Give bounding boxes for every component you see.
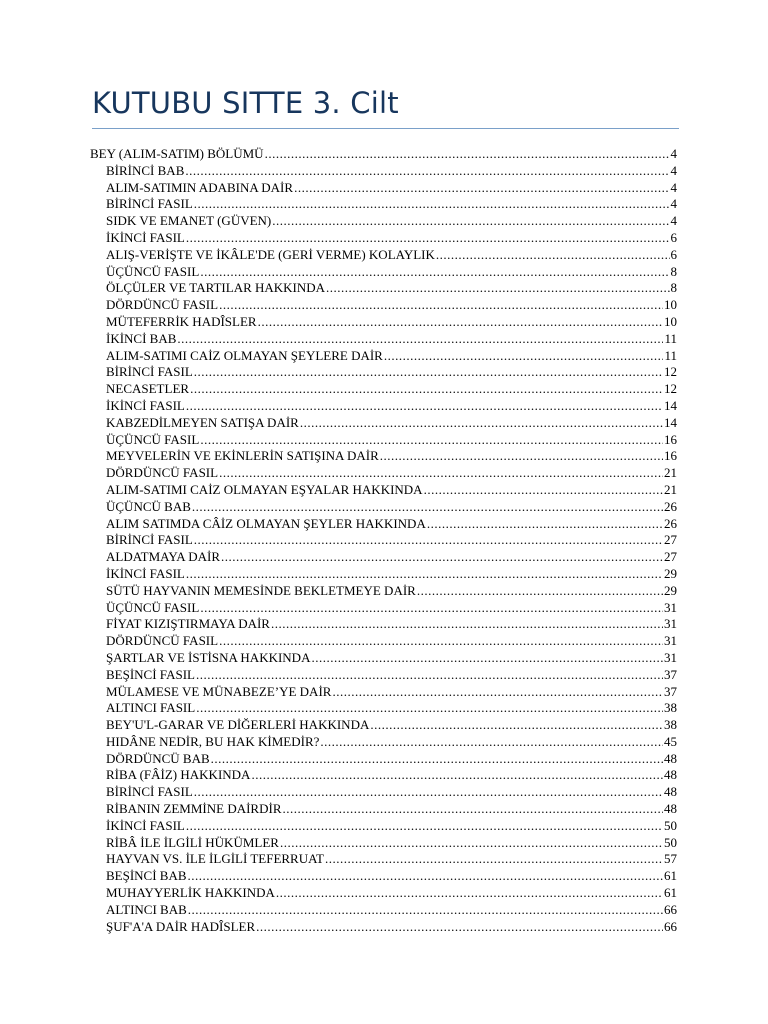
document-title: KUTUBU SITTE 3. Cilt	[92, 86, 399, 120]
toc-entry[interactable]	[90, 415, 677, 432]
toc-dot-leader	[272, 213, 669, 230]
toc-entry-title: İKİNCİ FASIL	[106, 397, 185, 413]
table-of-contents	[90, 146, 677, 935]
toc-entry[interactable]	[90, 885, 677, 902]
toc-dot-leader	[188, 902, 663, 919]
toc-entry-page-number: 11	[664, 330, 677, 346]
toc-dot-leader	[185, 163, 669, 180]
toc-dot-leader	[276, 885, 663, 902]
toc-dot-leader	[219, 297, 663, 314]
toc-entry-title: MEYVELERİN VE EKİNLERİN SATIŞINA DAİR	[106, 448, 379, 464]
toc-entry-title: HIDÂNE NEDİR, BU HAK KİMEDİR?	[106, 733, 320, 749]
toc-entry-title: BİRİNCİ BAB	[106, 162, 185, 178]
toc-entry-page-number: 48	[664, 801, 677, 817]
toc-entry[interactable]	[90, 180, 677, 197]
toc-entry-title: RİBA (FÂİZ) HAKKINDA	[106, 767, 251, 783]
toc-entry-title: DÖRDÜNCÜ BAB	[106, 750, 210, 766]
toc-entry-title: FİYAT KIZIŞTIRMAYA DAİR	[106, 616, 270, 632]
toc-entry[interactable]	[90, 801, 677, 818]
toc-dot-leader	[192, 499, 663, 516]
toc-entry-title: SÜTÜ HAYVANIN MEMESİNDE BEKLETMEYE DAİR	[106, 582, 416, 598]
toc-entry-page-number: 66	[664, 918, 677, 934]
toc-entry-page-number: 66	[664, 901, 677, 917]
toc-entry-page-number: 26	[664, 515, 677, 531]
toc-entry[interactable]	[90, 331, 677, 348]
toc-entry-page-number: 48	[664, 750, 677, 766]
toc-dot-leader	[384, 348, 664, 365]
toc-dot-leader	[436, 247, 670, 264]
toc-entry[interactable]	[90, 364, 677, 381]
toc-dot-leader	[280, 835, 663, 852]
toc-entry-page-number: 48	[664, 784, 677, 800]
toc-entry-title: BEY'U'L-GARAR VE DİĞERLERİ HAKKINDA	[106, 717, 370, 733]
toc-entry[interactable]	[90, 213, 677, 230]
toc-entry-title: SIDK VE EMANET (GÜVEN)	[106, 213, 272, 229]
toc-entry[interactable]	[90, 499, 677, 516]
toc-entry-page-number: 4	[670, 162, 677, 178]
toc-dot-leader	[177, 331, 663, 348]
toc-entry-title: İKİNCİ BAB	[106, 330, 177, 346]
toc-entry-page-number: 61	[664, 868, 677, 884]
toc-entry[interactable]	[90, 381, 677, 398]
toc-entry-page-number: 61	[664, 885, 677, 901]
toc-dot-leader	[190, 381, 663, 398]
toc-entry-title: DÖRDÜNCÜ FASIL	[106, 633, 219, 649]
toc-entry[interactable]	[90, 667, 677, 684]
toc-entry-title: BİRİNCİ FASIL	[106, 196, 193, 212]
toc-entry-title: ŞUF'A'A DAİR HADÎSLER	[106, 918, 256, 934]
toc-entry-page-number: 16	[664, 448, 677, 464]
toc-entry[interactable]	[90, 600, 677, 617]
toc-entry-page-number: 37	[664, 683, 677, 699]
toc-entry-title: MUHAYYERLİK HAKKINDA	[106, 885, 275, 901]
toc-entry-page-number: 21	[664, 465, 677, 481]
toc-entry[interactable]	[90, 784, 677, 801]
toc-entry-title: MÜTEFERRİK HADÎSLER	[106, 313, 257, 329]
toc-dot-leader	[196, 667, 663, 684]
toc-dot-leader	[300, 415, 663, 432]
toc-dot-leader	[196, 700, 663, 717]
toc-entry-title: DÖRDÜNCÜ FASIL	[106, 297, 219, 313]
toc-entry-page-number: 21	[664, 481, 677, 497]
toc-entry[interactable]	[90, 717, 677, 734]
toc-entry-page-number: 27	[664, 532, 677, 548]
toc-entry[interactable]	[90, 146, 677, 163]
toc-entry[interactable]	[90, 532, 677, 549]
toc-entry[interactable]	[90, 616, 677, 633]
toc-dot-leader	[417, 583, 663, 600]
toc-dot-leader	[265, 146, 670, 163]
toc-entry-page-number: 11	[664, 347, 677, 363]
toc-entry-title: ALIM-SATIMIN ADABINA DAİR	[106, 179, 294, 195]
toc-entry[interactable]	[90, 448, 677, 465]
toc-dot-leader	[424, 482, 663, 499]
toc-entry-page-number: 45	[664, 733, 677, 749]
toc-entry[interactable]	[90, 919, 677, 936]
toc-entry-page-number: 48	[664, 767, 677, 783]
toc-dot-leader	[326, 280, 669, 297]
toc-dot-leader	[219, 465, 663, 482]
toc-entry-title: İKİNCİ FASIL	[106, 565, 185, 581]
toc-entry-title: BİRİNCİ FASIL	[106, 784, 193, 800]
toc-dot-leader	[258, 314, 663, 331]
toc-entry[interactable]	[90, 851, 677, 868]
toc-entry-page-number: 10	[664, 297, 677, 313]
toc-dot-leader	[332, 684, 663, 701]
toc-entry-page-number: 4	[670, 179, 677, 195]
toc-entry[interactable]	[90, 297, 677, 314]
toc-entry[interactable]	[90, 734, 677, 751]
toc-entry-title: BİRİNCİ FASIL	[106, 364, 193, 380]
toc-dot-leader	[320, 734, 663, 751]
toc-entry-title: ALTINCI BAB	[106, 901, 187, 917]
toc-dot-leader	[194, 784, 663, 801]
toc-entry-page-number: 8	[670, 280, 677, 296]
toc-entry-page-number: 31	[664, 616, 677, 632]
toc-entry[interactable]	[90, 902, 677, 919]
toc-entry-page-number: 8	[670, 263, 677, 279]
toc-entry-page-number: 26	[664, 498, 677, 514]
toc-entry[interactable]	[90, 264, 677, 281]
toc-entry-page-number: 4	[670, 146, 677, 161]
toc-entry[interactable]	[90, 633, 677, 650]
toc-entry-page-number: 27	[664, 549, 677, 565]
toc-entry[interactable]	[90, 583, 677, 600]
toc-entry[interactable]	[90, 432, 677, 449]
toc-entry-page-number: 12	[664, 381, 677, 397]
toc-entry-page-number: 14	[664, 397, 677, 413]
toc-dot-leader	[283, 801, 664, 818]
toc-dot-leader	[221, 549, 663, 566]
toc-dot-leader	[427, 516, 663, 533]
toc-entry-title: BEŞİNCİ BAB	[106, 868, 187, 884]
toc-entry[interactable]	[90, 230, 677, 247]
toc-dot-leader	[188, 868, 663, 885]
toc-entry-title: ŞARTLAR VE İSTİSNA HAKKINDA	[106, 649, 311, 665]
toc-entry-title: İKİNCİ FASIL	[106, 229, 185, 245]
toc-entry-page-number: 50	[664, 817, 677, 833]
toc-entry-title: NECASETLER	[106, 381, 190, 397]
toc-entry-page-number: 38	[664, 700, 677, 716]
toc-entry-title: ALTINCI FASIL	[106, 700, 196, 716]
toc-entry-title: BEŞİNCİ FASIL	[106, 666, 195, 682]
toc-entry-title: BİRİNCİ FASIL	[106, 532, 193, 548]
toc-entry-title: MÜLAMESE VE MÜNABEZE’YE DAİR	[106, 683, 332, 699]
toc-dot-leader	[325, 851, 663, 868]
toc-entry-page-number: 29	[664, 582, 677, 598]
toc-entry[interactable]	[90, 196, 677, 213]
toc-entry-page-number: 12	[664, 364, 677, 380]
toc-entry-title: RİBANIN ZEMMİNE DAİRDİR	[106, 801, 282, 817]
toc-dot-leader	[294, 180, 669, 197]
toc-entry[interactable]	[90, 280, 677, 297]
toc-entry-title: ÜÇÜNCÜ BAB	[106, 498, 191, 514]
toc-dot-leader	[370, 717, 663, 734]
toc-dot-leader	[200, 600, 663, 617]
toc-entry-title: İKİNCİ FASIL	[106, 817, 185, 833]
toc-dot-leader	[200, 264, 669, 281]
toc-entry-title: ALDATMAYA DAİR	[106, 549, 221, 565]
toc-entry-title: DÖRDÜNCÜ FASIL	[106, 465, 219, 481]
toc-dot-leader	[251, 767, 663, 784]
toc-entry[interactable]	[90, 247, 677, 264]
toc-entry-page-number: 6	[670, 246, 677, 262]
title-underline	[92, 128, 679, 129]
toc-entry[interactable]	[90, 751, 677, 768]
toc-dot-leader	[219, 633, 663, 650]
toc-dot-leader	[256, 919, 663, 936]
toc-dot-leader	[186, 818, 663, 835]
toc-entry[interactable]	[90, 465, 677, 482]
toc-entry[interactable]	[90, 398, 677, 415]
toc-dot-leader	[380, 448, 663, 465]
toc-entry-page-number: 38	[664, 717, 677, 733]
toc-entry-page-number: 6	[670, 229, 677, 245]
toc-entry[interactable]	[90, 516, 677, 533]
toc-dot-leader	[194, 532, 663, 549]
toc-entry[interactable]	[90, 684, 677, 701]
toc-entry[interactable]	[90, 818, 677, 835]
toc-entry-page-number: 37	[664, 666, 677, 682]
toc-entry[interactable]	[90, 348, 677, 365]
toc-entry-title: ÜÇÜNCÜ FASIL	[106, 263, 200, 279]
toc-entry[interactable]	[90, 767, 677, 784]
toc-entry-title: ALIM-SATIMI CAİZ OLMAYAN ŞEYLERE DAİR	[106, 347, 383, 363]
toc-entry-title: ÜÇÜNCÜ FASIL	[106, 431, 200, 447]
toc-entry-title: BEY (ALIM-SATIM) BÖLÜMÜ	[90, 146, 264, 161]
toc-entry[interactable]	[90, 314, 677, 331]
toc-dot-leader	[186, 230, 670, 247]
toc-entry-page-number: 4	[670, 196, 677, 212]
toc-entry-page-number: 16	[664, 431, 677, 447]
toc-entry[interactable]	[90, 835, 677, 852]
toc-entry-page-number: 57	[664, 851, 677, 867]
toc-dot-leader	[186, 398, 663, 415]
toc-entry-title: KABZEDİLMEYEN SATIŞA DAİR	[106, 414, 299, 430]
toc-dot-leader	[200, 432, 663, 449]
toc-entry-page-number: 14	[664, 414, 677, 430]
toc-entry-page-number: 29	[664, 565, 677, 581]
toc-entry[interactable]	[90, 482, 677, 499]
toc-entry[interactable]	[90, 163, 677, 180]
toc-entry-page-number: 31	[664, 599, 677, 615]
toc-entry-page-number: 31	[664, 649, 677, 665]
toc-entry[interactable]	[90, 868, 677, 885]
toc-entry-title: ÖLÇÜLER VE TARTILAR HAKKINDA	[106, 280, 326, 296]
toc-entry-page-number: 10	[664, 313, 677, 329]
toc-entry[interactable]	[90, 566, 677, 583]
toc-dot-leader	[194, 364, 663, 381]
toc-entry-title: ÜÇÜNCÜ FASIL	[106, 599, 200, 615]
toc-dot-leader	[211, 751, 663, 768]
toc-entry-page-number: 50	[664, 834, 677, 850]
toc-dot-leader	[194, 196, 670, 213]
toc-dot-leader	[311, 650, 663, 667]
toc-entry-title: ALIŞ-VERİŞTE VE İKÂLE'DE (GERİ VERME) KOLAYLIK	[106, 246, 435, 262]
toc-dot-leader	[186, 566, 663, 583]
toc-entry[interactable]	[90, 700, 677, 717]
toc-entry-title: ALIM-SATIMI CAİZ OLMAYAN EŞYALAR HAKKINDA	[106, 481, 423, 497]
toc-entry[interactable]	[90, 650, 677, 667]
toc-entry-title: RİBÂ İLE İLGİLİ HÜKÜMLER	[106, 834, 279, 850]
toc-entry[interactable]	[90, 549, 677, 566]
toc-entry-title: ALIM SATIMDA CÂİZ OLMAYAN ŞEYLER HAKKINDA	[106, 515, 426, 531]
toc-entry-title: HAYVAN VS. İLE İLGİLİ TEFERRUAT	[106, 851, 324, 867]
toc-entry-page-number: 4	[670, 213, 677, 229]
toc-dot-leader	[271, 616, 663, 633]
toc-entry-page-number: 31	[664, 633, 677, 649]
